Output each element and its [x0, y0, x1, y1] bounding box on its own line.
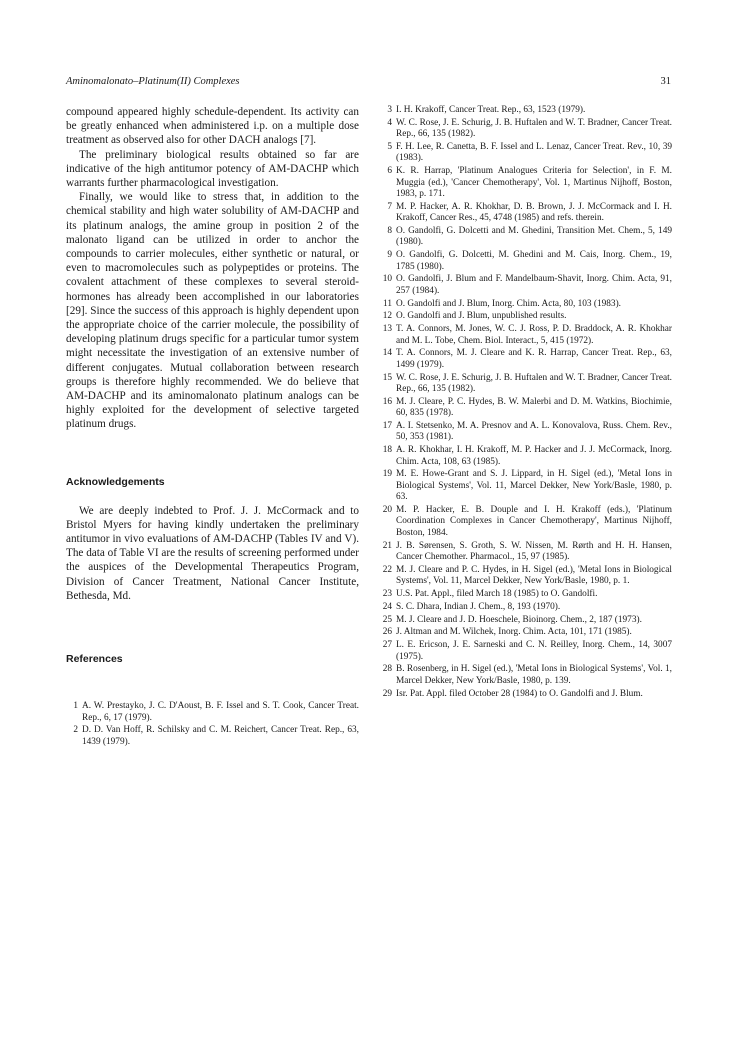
reference-number: 23	[382, 589, 392, 600]
reference-text: W. C. Rose, J. E. Schurig, J. B. Huftalen and W. T. Bradner, Cancer Treat. Rep., 66, 135 (1982).	[396, 117, 672, 140]
reference-text: O. Gandolfi, G. Dolcetti, M. Ghedini and M. Cais, Inorg. Chem., 19, 1785 (1980).	[396, 250, 672, 272]
reference-text: M. P. Hacker, E. B. Douple and I. H. Krakoff (eds.), 'Platinum Coordination Complexes in Cancer Chemotherapy', Martinus Nijhoff, Boston, 1984.	[396, 505, 672, 538]
body-paragraph: The preliminary biological results obtained so far are indicative of the high antitumor potency of AM-DACHP which warrants further pharmacological investigation.	[66, 148, 359, 190]
reference-list	[66, 701, 359, 748]
body-paragraph: compound appeared highly schedule-dependent. Its activity can be greatly enhanced when administered i.p. on a multiple dose treatment as observed also for other DACH analogs [7].	[66, 106, 359, 147]
reference-text: O. Gandolfi, J. Blum and F. Mandelbaum-Shavit, Inorg. Chim. Acta, 91, 257 (1984).	[396, 274, 672, 296]
reference-item	[66, 701, 359, 724]
reference-number: 7	[387, 201, 392, 212]
reference-item	[380, 250, 672, 273]
reference-text: L. E. Ericson, J. E. Sarneski and C. N. Reilley, Inorg. Chem., 14, 3007 (1975).	[396, 640, 672, 662]
reference-item	[380, 142, 672, 165]
reference-number: 4	[387, 117, 392, 128]
reference-number: 10	[382, 274, 392, 285]
page-header	[66, 76, 671, 92]
body-paragraph: Finally, we would like to stress that, in addition to the chemical stability and high water solubility of AM-DACHP and its platinum analogs, the amine group in position 2 of the malonato ligand can be utilized in order to anchor the compounds to carrier molecules, either synthetic or natural, or even to macromolecules such as polypeptides or proteins. The covalent attachment of these complexes to several steroid-hormones has already been accomplished in our laboratories [29]. Since the success of this approach is highly dependent upon the appropriate choice of the carrier molecule, the possibility of developing platinum drugs specific for a particular tumor system might necessitate the investigation of an extensive number of different conjugates. Mutual collaboration between research groups is therefore highly recommended. We do believe that AM-DACHP and its aminomalonato platinum analogs can be highly exploited for the development of selective targeted platinum drugs.	[66, 191, 359, 431]
reference-text: O. Gandolfi and J. Blum, unpublished results.	[396, 311, 567, 322]
reference-text: M. J. Cleare and J. D. Hoeschele, Bioinorg. Chem., 2, 187 (1973).	[396, 614, 642, 625]
reference-number: 9	[387, 250, 392, 261]
reference-number: 20	[382, 505, 392, 516]
reference-item	[380, 166, 672, 200]
reference-item	[380, 202, 672, 225]
reference-text: M. J. Cleare, P. C. Hydes, B. W. Malerbi and D. M. Watkins, Biochimie, 60, 835 (1978).	[396, 396, 672, 419]
reference-text: U.S. Pat. Appl., filed March 18 (1985) to O. Gandolfi.	[396, 589, 598, 600]
reference-number: 3	[387, 105, 392, 115]
reference-text: F. H. Lee, R. Canetta, B. F. Issel and L. Lenaz, Cancer Treat. Rev., 10, 39 (1983).	[396, 142, 672, 164]
page-number: 31	[660, 76, 671, 87]
reference-number: 29	[382, 688, 392, 699]
right-column	[380, 105, 672, 701]
acknowledgements-heading: Acknowledgements	[66, 475, 165, 488]
acknowledgements-text: We are deeply indebted to Prof. J. J. McCormack and to Bristol Myers for having kindly undertaken the preliminary antitumor in vivo evaluations of AM-DACHP (Tables IV and V). The data of Table VI are the results of screening performed under the auspices of the Developmental Therapeutics Program, Division of Cancer Treatment, National Cancer Institute, Bethesda, Md.	[66, 504, 359, 602]
reference-text: A. I. Stetsenko, M. A. Presnov and A. L. Konovalova, Russ. Chem. Rev., 50, 353 (1981).	[396, 421, 672, 443]
reference-item	[66, 725, 359, 748]
reference-item	[380, 373, 672, 396]
reference-text: J. Altman and M. Wilchek, Inorg. Chim. Acta, 101, 171 (1985).	[396, 627, 632, 638]
reference-text: I. H. Krakoff, Cancer Treat. Rep., 63, 1523 (1979).	[396, 105, 586, 115]
reference-text: M. E. Howe-Grant and S. J. Lippard, in H. Sigel (ed.), 'Metal Ions in Biological Systems', Vol. 11, Marcel Dekker, New York/Basle, 1980, p. 63.	[396, 469, 672, 503]
reference-item	[380, 469, 672, 503]
reference-text: T. A. Connors, M. Jones, W. C. J. Ross, P. D. Braddock, A. R. Khokhar and M. L. Tobe, Chem. Biol. Interact., 5, 415 (1972).	[396, 324, 672, 346]
reference-text: O. Gandolfi and J. Blum, Inorg. Chim. Acta, 80, 103 (1983).	[396, 298, 621, 309]
reference-number: 11	[383, 298, 392, 309]
reference-text: W. C. Rose, J. E. Schurig, J. B. Huftalen and W. T. Bradner, Cancer Treat. Rep., 66, 135 (1982).	[396, 372, 672, 395]
reference-item	[380, 105, 672, 116]
reference-number: 14	[382, 348, 392, 359]
reference-number: 24	[382, 601, 392, 612]
reference-text: B. Rosenberg, in H. Sigel (ed.), 'Metal Ions in Biological Systems', Vol. 1, Marcel Dekker, New York/Basle, 1980, p. 139.	[396, 664, 672, 686]
reference-item	[380, 397, 672, 420]
reference-text: A. W. Prestayko, J. C. D'Aoust, B. F. Issel and S. T. Cook, Cancer Treat. Rep., 6, 17 (1979).	[82, 701, 359, 723]
reference-item	[380, 324, 672, 347]
reference-number: 27	[382, 640, 392, 651]
reference-item	[380, 445, 672, 468]
reference-list	[380, 105, 672, 700]
reference-text: A. R. Khokhar, I. H. Krakoff, M. P. Hacker and J. J. McCormack, Inorg. Chim. Acta, 108, 63 (1985).	[396, 445, 672, 467]
reference-number: 26	[382, 627, 392, 638]
left-column	[66, 105, 359, 750]
reference-number: 2	[73, 725, 78, 736]
reference-number: 8	[387, 226, 392, 237]
reference-number: 19	[382, 469, 392, 480]
reference-text: J. B. Sørensen, S. Groth, S. W. Nissen, M. Rørth and H. H. Hansen, Cancer Chemother. Pharmacol., 15, 97 (1985).	[396, 540, 672, 563]
reference-item	[380, 664, 672, 687]
reference-item	[380, 505, 672, 539]
reference-text: M. P. Hacker, A. R. Khokhar, D. B. Brown, J. J. McCormack and I. H. Krakoff, Cancer Res., 45, 4748 (1985) and refs. therein.	[396, 201, 672, 224]
reference-item	[380, 615, 672, 626]
running-title: Aminomalonato–Platinum(II) Complexes	[66, 76, 240, 87]
reference-item	[380, 541, 672, 564]
reference-item	[380, 627, 672, 638]
reference-item	[380, 565, 672, 588]
reference-number: 22	[382, 564, 392, 575]
reference-item	[380, 640, 672, 663]
reference-number: 25	[382, 614, 392, 625]
reference-number: 15	[382, 372, 392, 383]
reference-number: 16	[382, 396, 392, 407]
reference-number: 12	[382, 311, 392, 322]
reference-item	[380, 311, 672, 322]
reference-item	[380, 118, 672, 141]
reference-number: 6	[387, 166, 392, 177]
reference-item	[380, 348, 672, 371]
reference-number: 21	[382, 540, 392, 551]
reference-number: 28	[382, 664, 392, 675]
reference-text: M. J. Cleare and P. C. Hydes, in H. Sigel (ed.), 'Metal Ions in Biological Systems', Vol. 11, Marcel Dekker, New York/Basle, 1980, p. 1.	[396, 564, 672, 587]
reference-item	[380, 274, 672, 297]
reference-item	[380, 299, 672, 310]
reference-item	[380, 602, 672, 613]
reference-number: 5	[387, 142, 392, 152]
reference-text: D. D. Van Hoff, R. Schilsky and C. M. Reichert, Cancer Treat. Rep., 63, 1439 (1979).	[82, 725, 359, 747]
reference-item	[380, 421, 672, 444]
reference-number: 17	[382, 421, 392, 432]
reference-item	[380, 689, 672, 700]
reference-number: 18	[382, 445, 392, 456]
reference-text: S. C. Dhara, Indian J. Chem., 8, 193 (1970).	[396, 601, 561, 612]
reference-number: 1	[73, 701, 78, 712]
reference-text: K. R. Harrap, 'Platinum Analogues Criteria for Selection', in F. M. Muggia (ed.), 'Cancer Chemotherapy', Vol. 1, Martinus Nijhoff, Boston, 1983, p. 171.	[396, 166, 672, 200]
reference-text: T. A. Connors, M. J. Cleare and K. R. Harrap, Cancer Treat. Rep., 63, 1499 (1979).	[396, 348, 672, 370]
reference-number: 13	[382, 324, 392, 335]
reference-item	[380, 226, 672, 249]
reference-text: O. Gandolfi, G. Dolcetti and M. Ghedini, Transition Met. Chem., 5, 149 (1980).	[396, 226, 672, 248]
reference-item	[380, 589, 672, 600]
references-heading: References	[66, 653, 123, 666]
reference-text: Isr. Pat. Appl. filed October 28 (1984) to O. Gandolfi and J. Blum.	[396, 688, 643, 699]
